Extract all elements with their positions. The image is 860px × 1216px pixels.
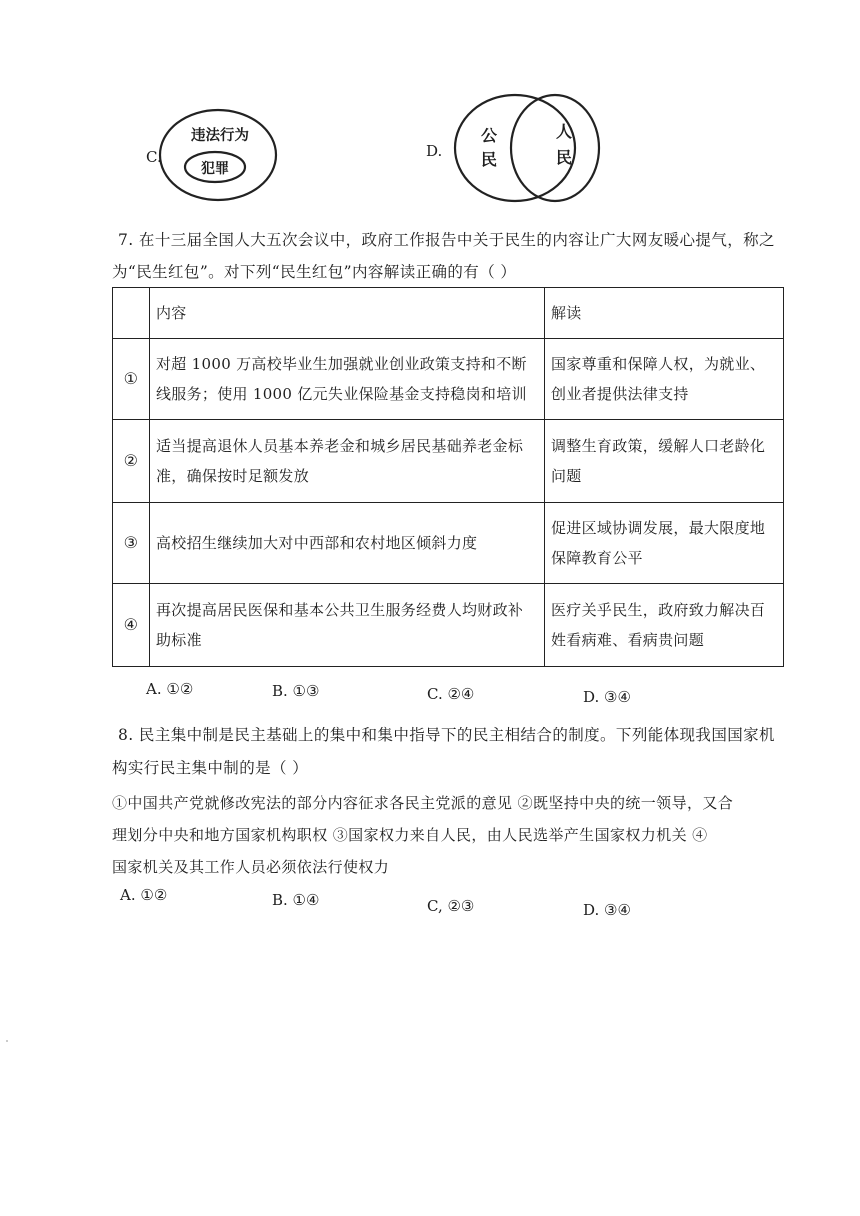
figure-d-overlapping-circles [455,95,599,201]
header-cell-interp: 解读 [545,288,784,339]
q7-choice-d[interactable]: D. ③④ [583,688,631,706]
table-row [113,339,784,420]
header-cell-content: 内容 [150,288,545,339]
row-interpretation: 调整生育政策，缓解人口老龄化问题 [545,420,784,503]
q7-choice-b[interactable]: B. ①③ [272,682,320,700]
q7-choice-c[interactable]: C. ②④ [427,685,475,703]
q7-choice-a[interactable]: A. ①② [146,680,194,698]
q8-stem-line2: 构实行民主集中制的是（ ） [112,759,309,777]
figure-c-inner-text: 犯罪 [201,161,229,177]
option-diagrams [0,0,860,220]
table-row [113,420,784,503]
q7-stem-line1: 7. 在十三届全国人大五次会议中，政府工作报告中关于民生的内容让广大网友暖心提气，称之 [118,231,775,249]
table-row [113,503,784,584]
scan-speck [6,1040,8,1042]
row-number: ① [113,339,150,420]
row-number: ③ [113,503,150,584]
table-header-row [113,288,784,339]
row-content: 再次提高居民医保和基本公共卫生服务经费人均财政补助标准 [150,584,545,667]
figure-c-label: C. [146,148,162,166]
row-interpretation: 促进区域协调发展，最大限度地保障教育公平 [545,503,784,584]
row-number: ④ [113,584,150,667]
row-interpretation: 国家尊重和保障人权，为就业、创业者提供法律支持 [545,339,784,420]
q8-choice-b[interactable]: B. ①④ [272,891,320,909]
q8-choice-d[interactable]: D. ③④ [583,901,631,919]
q8-choice-c[interactable]: C, ②③ [427,897,475,915]
q7-table [112,287,784,667]
q8-body-line1: ①中国共产党就修改宪法的部分内容征求各民主党派的意见 ②既坚持中央的统一领导，又合 [112,794,734,812]
q8-body-line2: 理划分中央和地方国家机构职权 ③国家权力来自人民，由人民选举产生国家权力机关 ④ [112,826,708,844]
row-content: 适当提高退休人员基本养老金和城乡居民基础养老金标准，确保按时足额发放 [150,420,545,503]
row-content: 对超 1000 万高校毕业生加强就业创业政策支持和不断线服务；使用 1000 亿元失业保险基金支持稳岗和培训 [150,339,545,420]
header-cell-num [113,288,150,339]
figure-d-left-text: 公民 [481,126,498,169]
figure-d-label: D. [426,142,443,160]
q8-body-line3: 国家机关及其工作人员必须依法行使权力 [112,858,390,876]
q7-stem-line2: 为“民生红包”。对下列“民生红包”内容解读正确的有（ ） [112,263,517,281]
row-number: ② [113,420,150,503]
row-interpretation: 医疗关乎民生，政府致力解决百姓看病难、看病贵问题 [545,584,784,667]
q8-choice-a[interactable]: A. ①② [120,886,168,904]
table-row [113,584,784,667]
figure-d-right-text: 人民 [556,122,573,167]
q8-stem-line1: 8. 民主集中制是民主基础上的集中和集中指导下的民主相结合的制度。下列能体现我国国家机 [118,726,775,744]
figure-c-outer-text: 违法行为 [191,127,249,144]
row-content: 高校招生继续加大对中西部和农村地区倾斜力度 [150,503,545,584]
